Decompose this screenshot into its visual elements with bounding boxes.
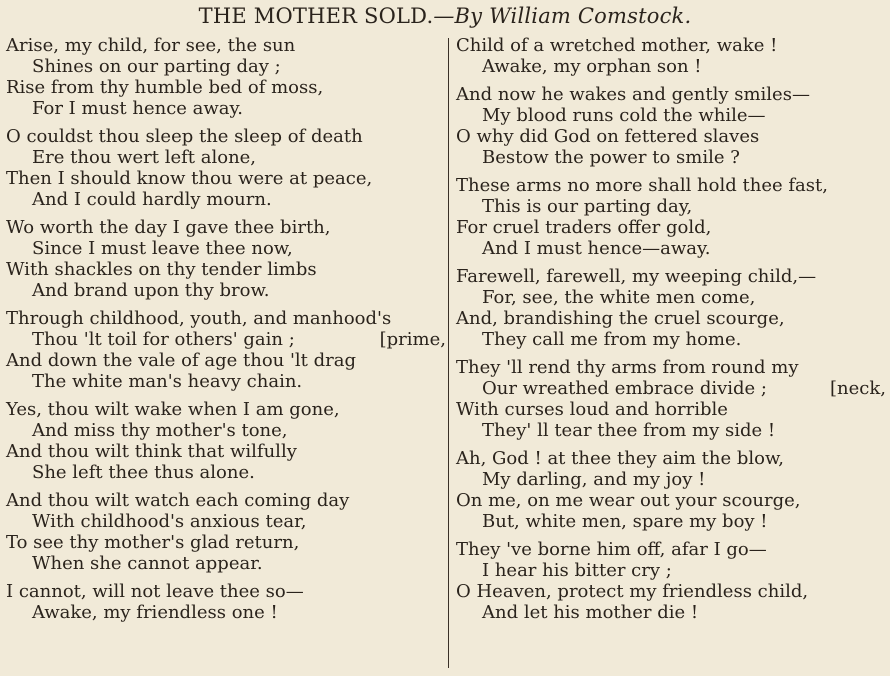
- poem-line: [456, 287, 886, 308]
- poem-line: [456, 266, 886, 287]
- poem-line-text: And miss thy mother's tone,: [32, 420, 288, 441]
- poem-line-text: And now he wakes and gently smiles—: [456, 84, 810, 105]
- poem-line-text: Rise from thy humble bed of moss,: [6, 77, 324, 98]
- poem-line: [456, 147, 886, 168]
- poem-line-text: And I must hence—away.: [482, 238, 711, 259]
- poem-line-text: They 'll rend thy arms from round my: [456, 357, 799, 378]
- poem-line: [6, 126, 446, 147]
- poem-line: [6, 511, 446, 532]
- stanza: [6, 399, 446, 483]
- poem-line: [6, 581, 446, 602]
- poem-line-text: They 've borne him off, afar I go—: [456, 539, 767, 560]
- carry-over-word: [prime,: [379, 329, 446, 350]
- poem-line: [456, 448, 886, 469]
- poem-line: [456, 581, 886, 602]
- poem-line-text: Awake, my friendless one !: [32, 602, 278, 623]
- poem-line-text: To see thy mother's glad return,: [6, 532, 300, 553]
- poem-line-text: She left thee thus alone.: [32, 462, 255, 483]
- right-column: [456, 35, 886, 630]
- poem-line-text: Child of a wretched mother, wake !: [456, 35, 778, 56]
- poem-line: [6, 329, 446, 350]
- poem-line: [456, 539, 886, 560]
- poem-line: [6, 98, 446, 119]
- poem-line-text: Awake, my orphan son !: [482, 56, 702, 77]
- poem-line: [456, 560, 886, 581]
- poem-line-text: Through childhood, youth, and manhood's: [6, 308, 392, 329]
- poem-line: [6, 238, 446, 259]
- stanza: [456, 175, 886, 259]
- poem-line: [456, 105, 886, 126]
- poem-line: [456, 357, 886, 378]
- poem-line: [456, 420, 886, 441]
- poem-line-text: The white man's heavy chain.: [32, 371, 303, 392]
- poem-line: [6, 280, 446, 301]
- poem-line-text: This is our parting day,: [482, 196, 693, 217]
- poem-line: [6, 217, 446, 238]
- poem-line-text: With shackles on thy tender limbs: [6, 259, 317, 280]
- poem-title: [0, 4, 890, 28]
- poem-line: [6, 462, 446, 483]
- stanza: [6, 35, 446, 119]
- poem-line: [456, 469, 886, 490]
- poem-line-text: When she cannot appear.: [32, 553, 263, 574]
- poem-line-text: Ere thou wert left alone,: [32, 147, 257, 168]
- poem-line-text: These arms no more shall hold thee fast,: [456, 175, 828, 196]
- stanza: [456, 84, 886, 168]
- stanza: [6, 126, 446, 210]
- poem-line-text: They' ll tear thee from my side !: [482, 420, 776, 441]
- poem-line: [6, 189, 446, 210]
- poem-line-text: O couldst thou sleep the sleep of death: [6, 126, 363, 147]
- poem-line: [6, 490, 446, 511]
- poem-line-text: Since I must leave thee now,: [32, 238, 293, 259]
- author-byline: —By William Comstock.: [433, 4, 692, 28]
- poem-line: [6, 441, 446, 462]
- poem-line-text: I hear his bitter cry ;: [482, 560, 672, 581]
- poem-line: [6, 147, 446, 168]
- poem-line-text: Shines on our parting day ;: [32, 56, 281, 77]
- poem-line: [6, 350, 446, 371]
- poem-line-text: Ah, God ! at thee they aim the blow,: [456, 448, 784, 469]
- poem-line-text: With curses loud and horrible: [456, 399, 728, 420]
- poem-line: [6, 420, 446, 441]
- poem-line-text: Thou 'lt toil for others' gain ;: [32, 329, 295, 350]
- poem-line: [6, 77, 446, 98]
- poem-line: [6, 553, 446, 574]
- poem-line: [6, 168, 446, 189]
- poem-line: [6, 35, 446, 56]
- poem-line-text: For I must hence away.: [32, 98, 244, 119]
- stanza: [456, 539, 886, 623]
- poem-line: [456, 56, 886, 77]
- poem-line-text: My blood runs cold the while—: [482, 105, 766, 126]
- poem-line-text: Our wreathed embrace divide ;: [482, 378, 767, 399]
- poem-line-text: O Heaven, protect my friendless child,: [456, 581, 809, 602]
- poem-line-text: And I could hardly mourn.: [32, 189, 272, 210]
- title-text: THE MOTHER SOLD.: [198, 4, 434, 28]
- poem-line: [456, 175, 886, 196]
- poem-line: [456, 126, 886, 147]
- poem-line: [456, 84, 886, 105]
- stanza: [6, 217, 446, 301]
- poem-line: [456, 511, 886, 532]
- stanza: [6, 490, 446, 574]
- poem-line: [456, 238, 886, 259]
- poem-line-text: Arise, my child, for see, the sun: [6, 35, 296, 56]
- poem-line-text: And down the vale of age thou 'lt drag: [6, 350, 357, 371]
- poem-line-text: For cruel traders offer gold,: [456, 217, 712, 238]
- stanza: [456, 448, 886, 532]
- poem-line: [456, 490, 886, 511]
- carry-over-word: [neck,: [830, 378, 886, 399]
- poem-line-text: My darling, and my joy !: [482, 469, 706, 490]
- column-divider: [448, 38, 449, 668]
- poem-line-text: I cannot, will not leave thee so—: [6, 581, 304, 602]
- poem-line-text: On me, on me wear out your scourge,: [456, 490, 801, 511]
- poem-line: [456, 378, 886, 399]
- poem-line: [456, 196, 886, 217]
- poem-line-text: And brand upon thy brow.: [32, 280, 270, 301]
- poem-line-text: And, brandishing the cruel scourge,: [456, 308, 785, 329]
- poem-line: [456, 217, 886, 238]
- poem-line-text: But, white men, spare my boy !: [482, 511, 768, 532]
- poem-line-text: And thou wilt watch each coming day: [6, 490, 350, 511]
- stanza: [456, 266, 886, 350]
- poem-line-text: And let his mother die !: [482, 602, 699, 623]
- poem-line-text: Wo worth the day I gave thee birth,: [6, 217, 331, 238]
- poem-line: [456, 602, 886, 623]
- poem-line-text: Farewell, farewell, my weeping child,—: [456, 266, 817, 287]
- poem-line-text: O why did God on fettered slaves: [456, 126, 760, 147]
- poem-line-text: Bestow the power to smile ?: [482, 147, 740, 168]
- poem-line: [6, 602, 446, 623]
- poem-line: [6, 259, 446, 280]
- poem-line-text: They call me from my home.: [482, 329, 742, 350]
- poem-line: [6, 532, 446, 553]
- left-column: [6, 35, 446, 630]
- stanza: [6, 308, 446, 392]
- poem-line: [456, 35, 886, 56]
- poem-line: [6, 308, 446, 329]
- poem-line-text: For, see, the white men come,: [482, 287, 756, 308]
- poem-line-text: Yes, thou wilt wake when I am gone,: [6, 399, 340, 420]
- stanza: [456, 35, 886, 77]
- poem-line: [456, 329, 886, 350]
- poem-line-text: And thou wilt think that wilfully: [6, 441, 297, 462]
- poem-line: [6, 371, 446, 392]
- poem-line-text: Then I should know thou were at peace,: [6, 168, 373, 189]
- poem-line: [6, 399, 446, 420]
- poem-line: [456, 308, 886, 329]
- poem-line: [456, 399, 886, 420]
- poem-line-text: With childhood's anxious tear,: [32, 511, 307, 532]
- poem-line: [6, 56, 446, 77]
- stanza: [456, 357, 886, 441]
- stanza: [6, 581, 446, 623]
